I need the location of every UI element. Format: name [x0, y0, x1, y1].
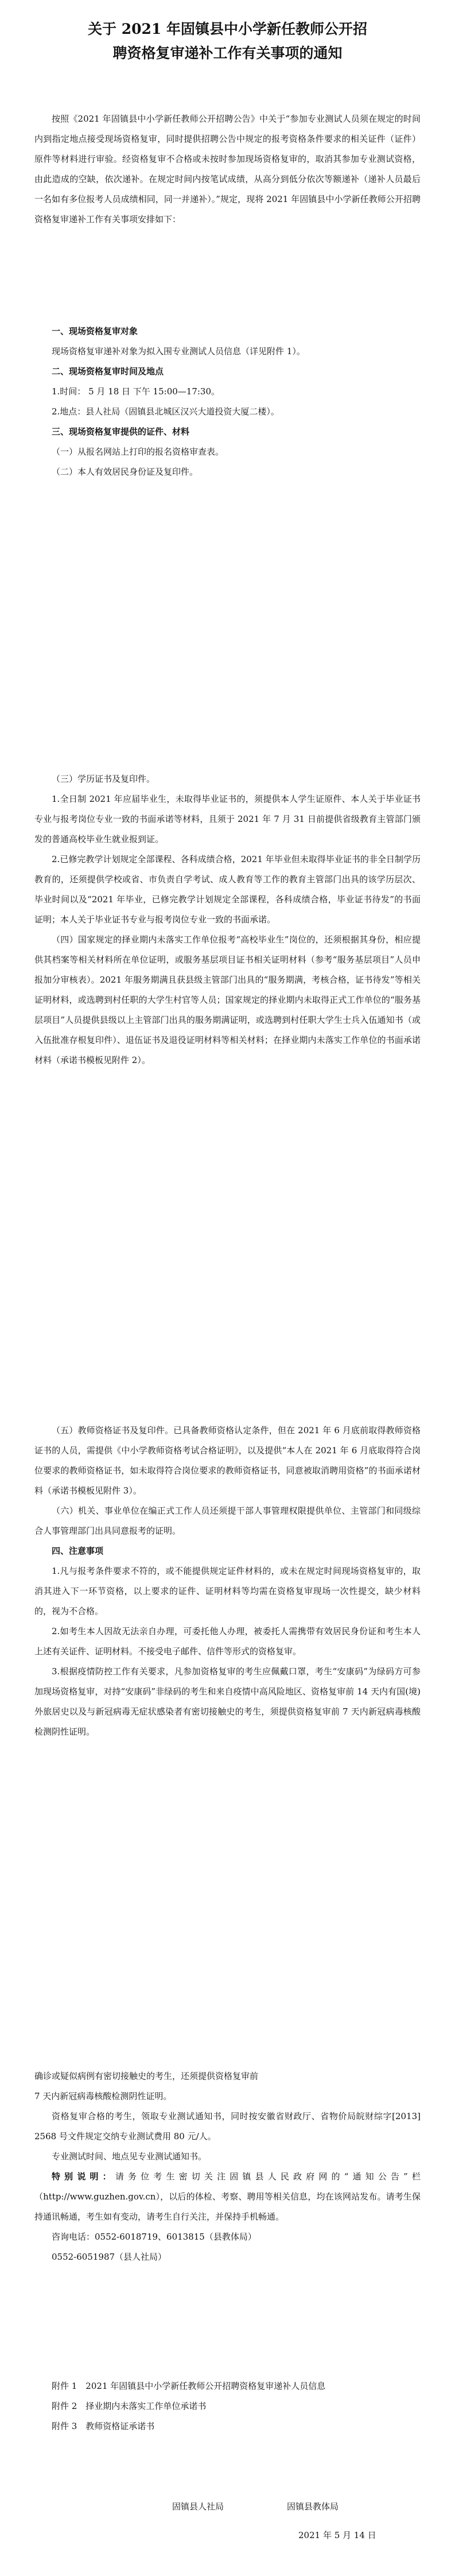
section-4-heading: 四、注意事项 [52, 1546, 104, 1556]
title-line-2: 聘资格复审递补工作有关事项的通知 [112, 45, 343, 61]
section-3-heading: 三、现场资格复审提供的证件、材料 [52, 426, 190, 437]
title-line-1: 关于 2021 年固镇县中小学新任教师公开招 [88, 21, 367, 37]
section-3-item-4: （四）国家规定的择业期内未落实工作单位报考“高校毕业生”岗位的，还须根据其身份，相应提供其档案等相关材料所在单位证明，或服务基层项目证书相关证明材料（参考“服务基层项目”人员申报加分审核表）。2021 年服务期满且获县级主管部门出具的“服务期满，考核合格，证书待发”等相关证明材料，或选聘到村任职的大学生村官等人员；国家规定的择业期内未取得正式工作单位的“服务基层项目”人员提供县级以上主管部门出具的服务期满证明，或选聘到村任职大学生士兵入伍通知书（或入伍批准存根复印件）、退伍证书及退役证明材料等相关材料；在择业期内未落实工作单位的书面承诺材料（承诺书模板见附件 2）。 [34, 934, 421, 1065]
section-3-item-5: （五）教师资格证书及复印件。已具备教师资格认定条件，但在 2021 年 6 月底前取得教师资格证书的人员，需提供《中小学教师资格考试合格证明》，以及提供“本人在 2021 年 6 月底取得符合岗位要求的教师资格证书，如未取得符合岗位要求的教师资格证书，同意被取消聘用资格”的书面承诺材料（承诺书模板见附件 3）。 [34, 1425, 421, 1496]
contact-phone: 咨询电话：0552-6018719、6013815（县教体局） [52, 2232, 256, 2242]
section-4-paragraph-5: 专业测试时间、地点见专业测试通知书。 [52, 2151, 207, 2162]
signature-right: 固镇县教体局 [287, 2501, 339, 2512]
section-3-paragraph-2: 2.已修完教学计划规定全部课程、各科成绩合格，2021 年毕业但未取得毕业证书的非全日制学历教育的，还须提供学校或省、市负责自学考试、成人教育等工作的教育主管部门出具的该学历层次、毕业时间以及“2021 年毕业，已修完教学计划规定全部课程，各科成绩合格，毕业证书待发”的书面证明；本人关于毕业证书专业与报考岗位专业一致的书面承诺。 [34, 854, 421, 925]
section-4-paragraph-4: 资格复审合格的考生，领取专业测试通知书，同时按安徽省财政厅、省物价局皖财综字[2013] 2568 号文件规定交纳专业测试费用 80 元/人。 [34, 2111, 421, 2142]
section-4-paragraph-1: 1.凡与报考条件要求不符的，或不能提供规定证件材料的，或未在规定时间现场资格复审的，取消其进入下一环节资格，以上要求的证件、证明材料等均需在资格复审现场一次性提交，缺少材料的，视为不合格。 [34, 1566, 421, 1616]
section-1-heading: 一、现场资格复审对象 [52, 326, 138, 336]
intro-paragraph: 按照《2021 年固镇县中小学新任教师公开招聘公告》中关于“参加专业测试人员须在规定的时间内到指定地点接受现场资格复审，同时提供招聘公告中规定的报考资格条件要求的相关证件（证件）原件等材料进行审验。经资格复审不合格或未按时参加现场资格复审的，取消其参加专业测试资格，由此造成的空缺，依次递补。在规定时间内按笔试成绩，从高分到低分依次等额递补（递补人员最后一名如有多位报考人员成绩相同，同一并递补）。”规定，现将 2021 年固镇县中小学新任教师公开招聘资格复审递补工作有关事项安排如下： [34, 114, 421, 224]
section-2-time: 1.时间： 5 月 18 日 下午 15:00—17:30。 [52, 386, 220, 397]
section-3-item-6: （六）机关、事业单位在编正式工作人员还须提干部人事管理权限提供单位、主管部门和同级综合人事管理部门出具同意报考的证明。 [34, 1506, 421, 1536]
section-3-part-b [34, 1421, 421, 1742]
section-3-continued [34, 769, 421, 1070]
section-3-paragraph-1: 1.全日制 2021 年应届毕业生，未取得毕业证书的，须提供本人学生证原件、本人关于毕业证书专业与报考岗位专业一致的书面承诺等材料，且须于 2021 年 7 月 31 日前提供省级教育主管部门颁发的普通高校毕业生就业报到证。 [34, 794, 421, 844]
section-3-item-1: （一）从报名网站上打印的报名资格审查表。 [52, 447, 224, 457]
section-4-paragraph-3: 3.根据疫情防控工作有关要求，凡参加资格复审的考生应佩戴口罩，考生“安康码”为绿码方可参加现场资格复审，对持“安康码”非绿码的考生和来自疫情中高风险地区、资格复审前 14 天内有国(境)外旅居史以及与新冠病毒无症状感染者有密切接触史的考生，须提供资格复审前 7 天内新冠病毒核酸检测阴性证明。 [34, 1666, 421, 1737]
document-date: 2021 年 5 月 14 日 [298, 2530, 376, 2540]
date-block [34, 2525, 421, 2546]
section-4-continued [34, 2066, 421, 2267]
section-4-paragraph-3-lead: 确诊或疑似病例有密切接触史的考生，还须提供资格复审前 [34, 2071, 259, 2081]
attachment-2: 附件 2 择业期内未落实工作单位承诺书 [52, 2401, 207, 2411]
contact-phone-2: 0552-6051987（县人社局） [52, 2252, 167, 2262]
section-3-item-3: （三）学历证书及复印件。 [52, 774, 155, 784]
attachment-1: 附件 1 2021 年固镇县中小学新任教师公开招聘资格复审递补人员信息 [52, 2381, 326, 2391]
section-3-item-2: （二）本人有效居民身份证及复印件。 [52, 467, 199, 477]
attachments-block [34, 2376, 421, 2437]
signature-left: 固镇县人社局 [172, 2501, 224, 2512]
special-notice [34, 2167, 421, 2227]
intro-block [34, 109, 421, 230]
attachment-3: 附件 3 教师资格证承诺书 [52, 2421, 155, 2431]
signature-block [34, 2497, 421, 2517]
section-2-place: 2.地点：县人社局（固镇县北城区汉兴大道投资大厦二楼）。 [52, 406, 279, 417]
special-notice-text: 请务位考生密切关注固镇县人民政府网的“通知公告”栏（http://www.guzhen.gov.cn），以后的体检、考察、聘用等相关信息，均在该网站发布。请考生保持通讯畅通，考生如有变动，请考生自行关注，并保持手机畅通。 [34, 2171, 421, 2222]
section-4-paragraph-3-tail: 7 天内新冠病毒核酸检测阴性证明。 [34, 2091, 172, 2101]
section-2-heading: 二、现场资格复审时间及地点 [52, 366, 164, 377]
section-1-text: 现场资格复审递补对象为拟入围专业测试人员信息（详见附件 1）。 [52, 346, 305, 356]
section-4-paragraph-2: 2.如考生本人因故无法亲自办理，可委托他人办理，被委托人需携带有效居民身份证和考生本人上述有关证件、证明材料。不接受电子邮件、信件等形式的资格复审。 [34, 1626, 421, 1656]
document-title [34, 17, 421, 65]
section-1 [34, 321, 421, 482]
special-notice-label: 特别说明： [52, 2171, 115, 2182]
